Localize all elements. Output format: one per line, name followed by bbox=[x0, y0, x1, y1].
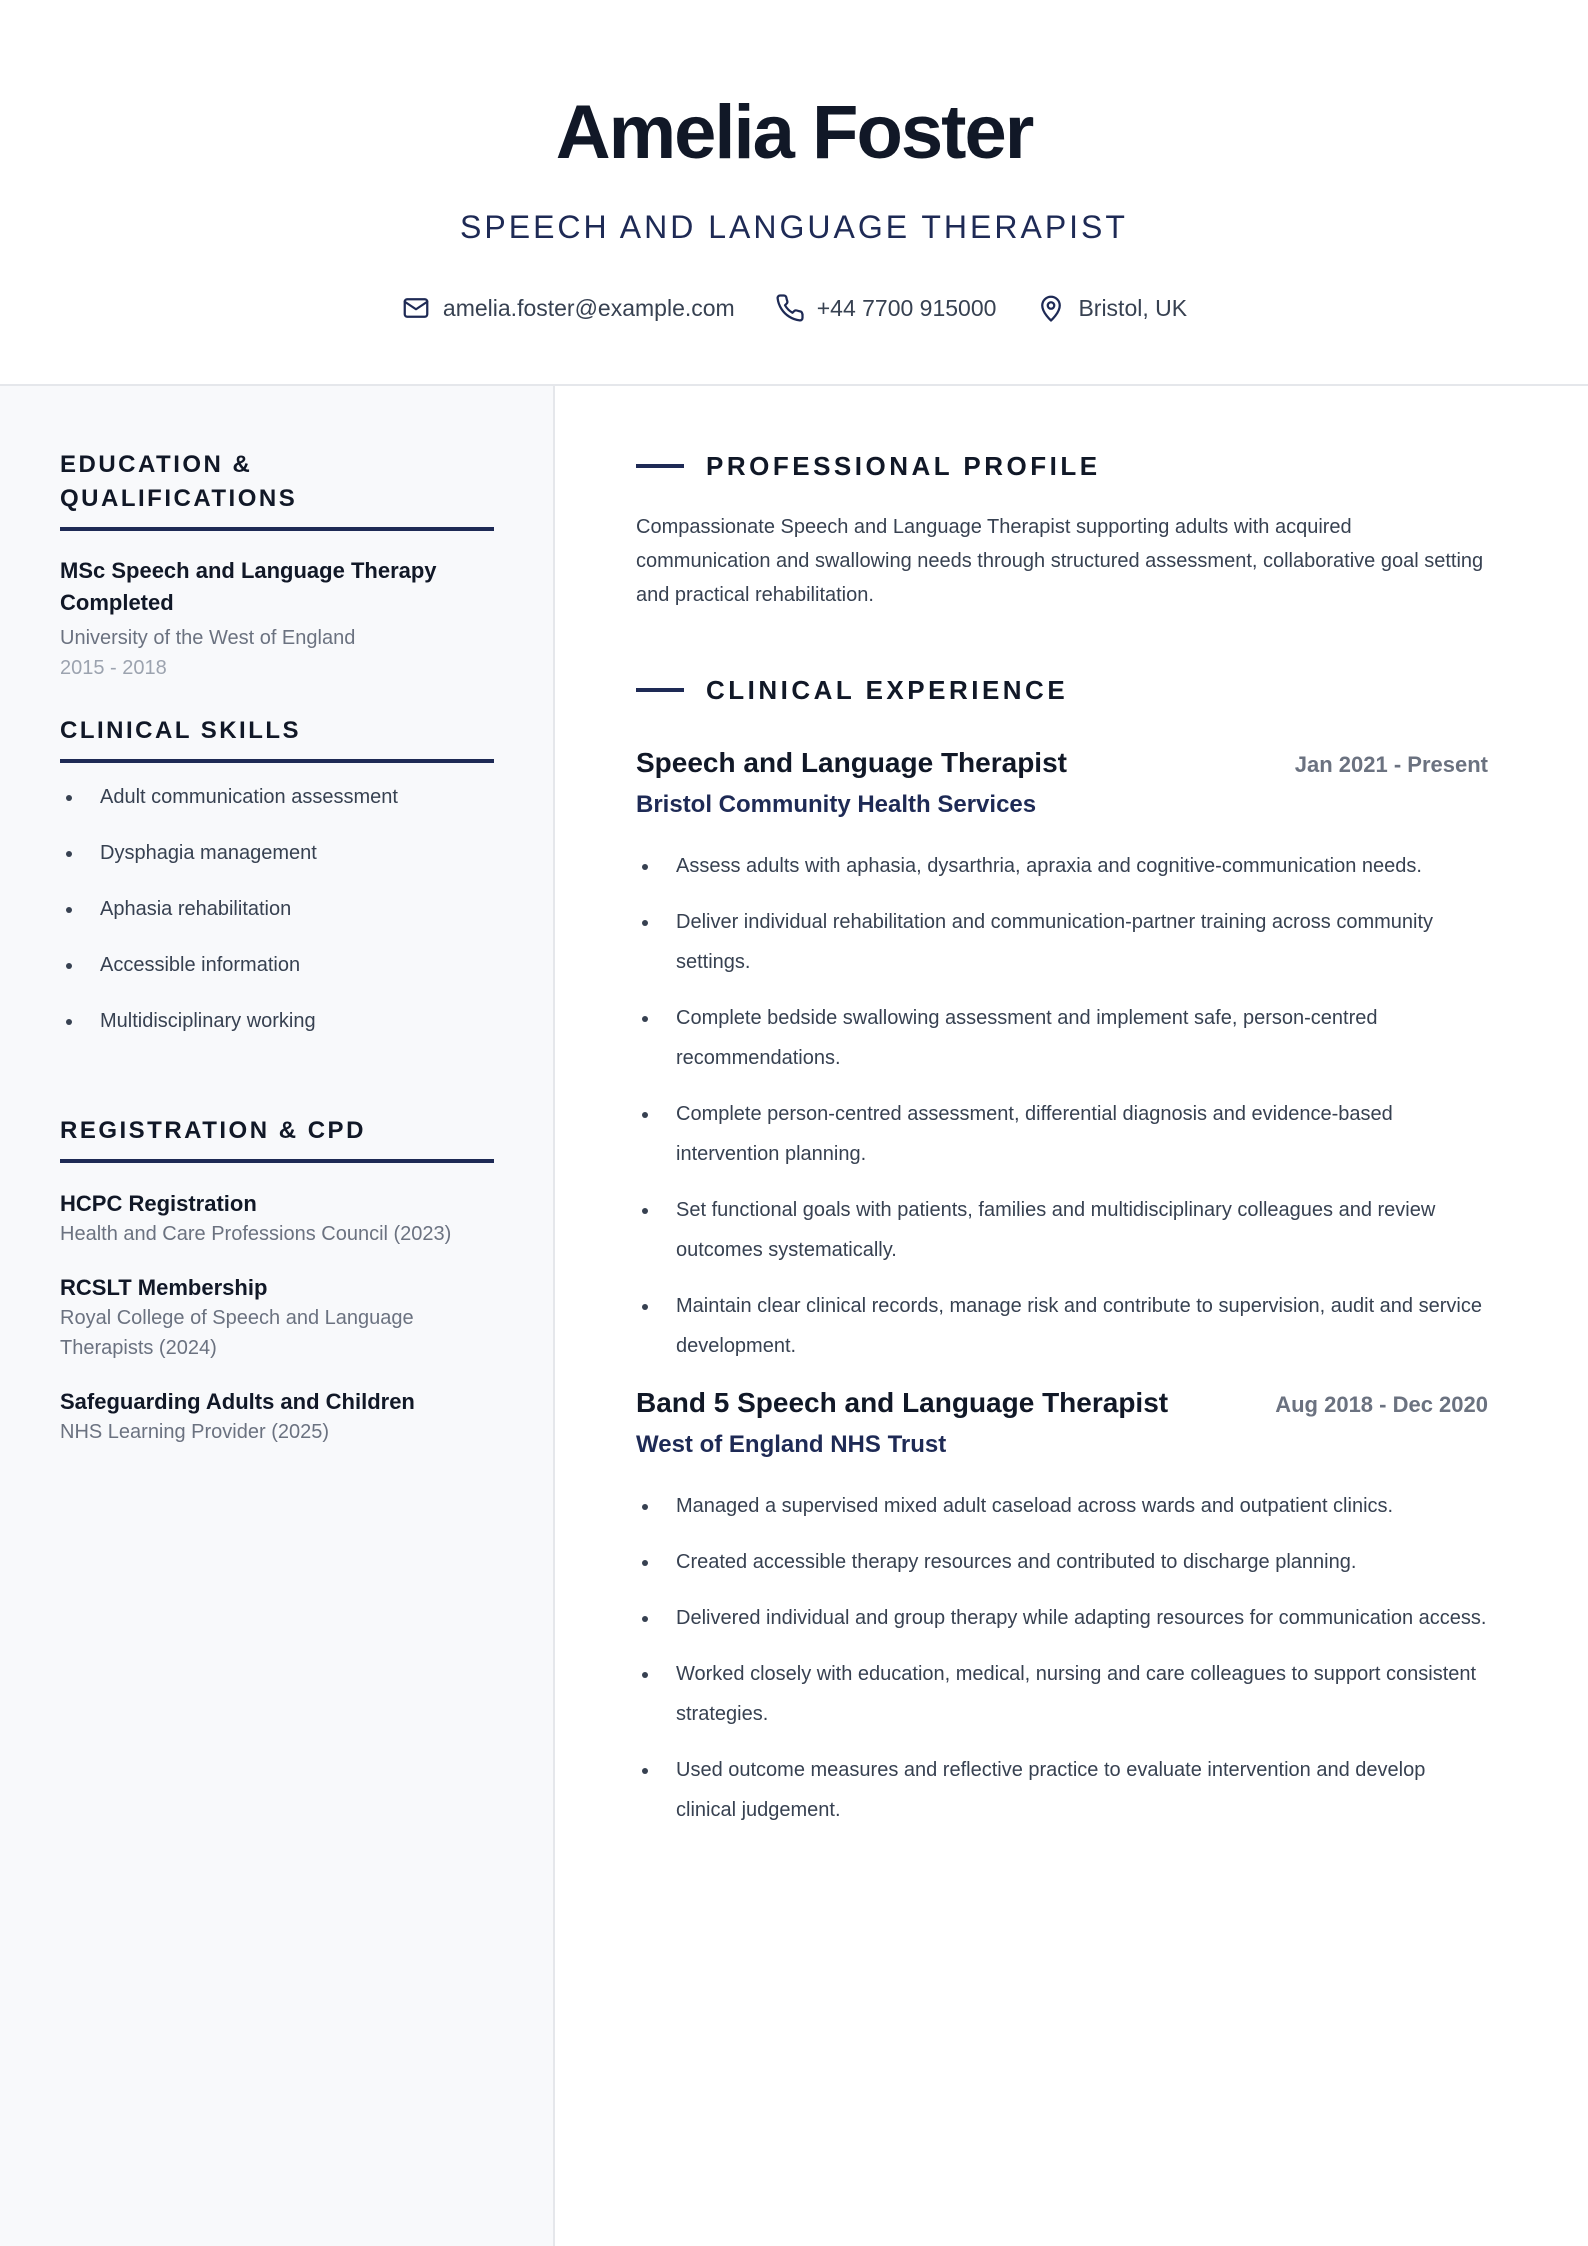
contact-email[interactable] bbox=[401, 290, 735, 326]
education-section bbox=[60, 448, 494, 683]
registration-item bbox=[60, 1387, 494, 1447]
registration-title: REGISTRATION & CPD bbox=[60, 1114, 494, 1163]
list-item: Maintain clear clinical records, manage risk and contribute to supervision, audit and service development. bbox=[636, 1286, 1488, 1366]
job-header bbox=[636, 744, 1488, 782]
email-text: amelia.foster@example.com bbox=[442, 295, 735, 321]
list-item: Accessible information bbox=[60, 951, 494, 979]
phone-text: +44 7700 915000 bbox=[816, 295, 997, 321]
list-item: Created accessible therapy resources and contributed to discharge planning. bbox=[636, 1542, 1488, 1582]
education-years: 2015 - 2018 bbox=[60, 657, 167, 679]
registration-section bbox=[60, 1114, 494, 1447]
education-degree: MSc Speech and Language Therapy Completed bbox=[60, 558, 437, 615]
title-accent-bar bbox=[636, 464, 684, 468]
list-item: Set functional goals with patients, families and multidisciplinary colleagues and review outcomes systematically. bbox=[636, 1190, 1488, 1270]
contact-row bbox=[0, 290, 1588, 326]
list-item: Complete person-centred assessment, differential diagnosis and evidence-based intervention planning. bbox=[636, 1094, 1488, 1174]
title-accent-bar bbox=[636, 688, 684, 692]
list-item: Worked closely with education, medical, nursing and care colleagues to support consistent strategies. bbox=[636, 1654, 1488, 1734]
list-item: Adult communication assessment bbox=[60, 783, 494, 811]
profile-title bbox=[636, 448, 1488, 484]
profile-section bbox=[636, 448, 1488, 612]
list-item: Aphasia rehabilitation bbox=[60, 895, 494, 923]
registration-item bbox=[60, 1273, 494, 1363]
candidate-name: Amelia Foster bbox=[555, 90, 1033, 175]
list-item: Dysphagia management bbox=[60, 839, 494, 867]
list-item: Used outcome measures and reflective practice to evaluate intervention and develop clinical judgement. bbox=[636, 1750, 1488, 1830]
experience-section bbox=[636, 672, 1488, 1846]
contact-phone[interactable] bbox=[775, 290, 997, 326]
registration-name: HCPC Registration bbox=[60, 1191, 257, 1216]
job-bullets bbox=[636, 1486, 1488, 1830]
registration-org: Health and Care Professions Council (2023) bbox=[60, 1223, 452, 1245]
registration-item bbox=[60, 1189, 494, 1249]
list-item: Multidisciplinary working bbox=[60, 1007, 494, 1035]
registration-org: NHS Learning Provider (2025) bbox=[60, 1421, 330, 1443]
job-entry bbox=[636, 744, 1488, 1366]
list-item: Assess adults with aphasia, dysarthria, apraxia and cognitive-communication needs. bbox=[636, 846, 1488, 886]
location-text: Bristol, UK bbox=[1078, 295, 1188, 321]
list-item: Deliver individual rehabilitation and communication-partner training across community settings. bbox=[636, 902, 1488, 982]
job-company: West of England NHS Trust bbox=[636, 1431, 947, 1458]
job-company: Bristol Community Health Services bbox=[636, 791, 1037, 818]
list-item: Complete bedside swallowing assessment and implement safe, person-centred recommendations. bbox=[636, 998, 1488, 1078]
registration-name: RCSLT Membership bbox=[60, 1275, 268, 1300]
profile-text: Compassionate Speech and Language Therapist supporting adults with acquired communication and swallowing needs through structured assessment, collaborative goal setting and practical rehabilitation. bbox=[636, 516, 1484, 606]
experience-title-text: CLINICAL EXPERIENCE bbox=[706, 675, 1069, 705]
job-header bbox=[636, 1384, 1488, 1422]
education-title: EDUCATION & QUALIFICATIONS bbox=[60, 448, 494, 531]
job-bullets bbox=[636, 846, 1488, 1366]
profile-title-text: PROFESSIONAL PROFILE bbox=[706, 451, 1101, 481]
education-school: University of the West of England bbox=[60, 627, 356, 649]
job-entry bbox=[636, 1384, 1488, 1830]
job-dates: Aug 2018 - Dec 2020 bbox=[1275, 1392, 1488, 1417]
skills-list bbox=[60, 783, 494, 1035]
experience-title bbox=[636, 672, 1488, 708]
registration-org: Royal College of Speech and Language Therapists (2024) bbox=[60, 1307, 414, 1359]
map-pin-icon bbox=[1036, 293, 1066, 323]
job-title: Band 5 Speech and Language Therapist bbox=[636, 1387, 1169, 1418]
list-item: Managed a supervised mixed adult caseload across wards and outpatient clinics. bbox=[636, 1486, 1488, 1526]
resume-header bbox=[0, 0, 1588, 386]
job-title: Speech and Language Therapist bbox=[636, 747, 1067, 778]
sidebar bbox=[0, 386, 555, 2246]
registration-name: Safeguarding Adults and Children bbox=[60, 1389, 415, 1414]
skills-title: CLINICAL SKILLS bbox=[60, 714, 494, 763]
job-dates: Jan 2021 - Present bbox=[1294, 752, 1488, 777]
skills-section bbox=[60, 714, 494, 1063]
candidate-role: SPEECH AND LANGUAGE THERAPIST bbox=[460, 209, 1128, 245]
mail-icon bbox=[401, 293, 431, 323]
phone-icon bbox=[775, 293, 805, 323]
contact-location bbox=[1036, 290, 1187, 326]
list-item: Delivered individual and group therapy while adapting resources for communication access. bbox=[636, 1598, 1488, 1638]
